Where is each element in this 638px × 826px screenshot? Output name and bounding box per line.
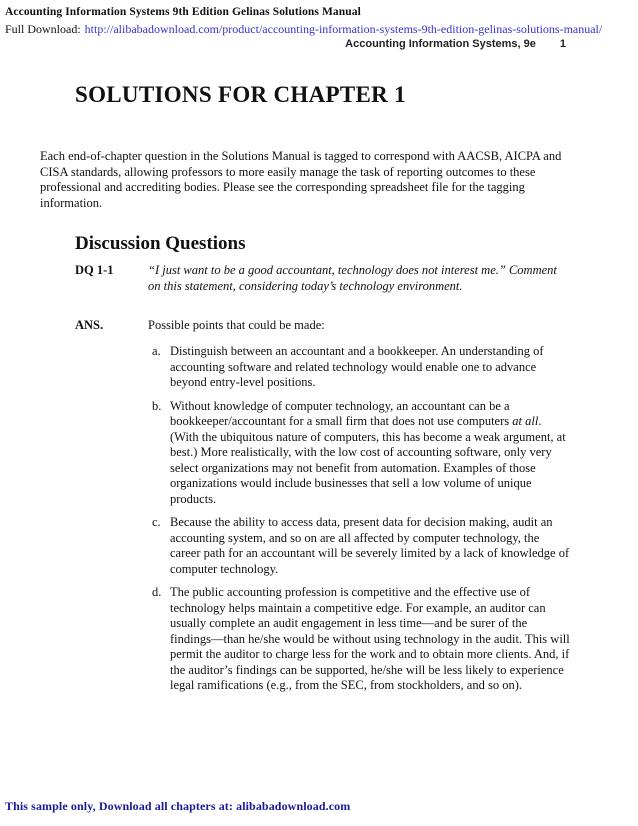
list-item-text: Without knowledge of computer technology, an accountant can be a bookkeeper/accountant for a small firm that does not use computers at all. (With the ubiquitous nature of computers, this has become a weak argument, at best.) More realistically, with the low cost of accounting software, only very select organizations may not benefit from automation. Examples of those organizations would include businesses that sell a low volume of unique products. [170, 398, 566, 506]
list-item-text: Distinguish between an accountant and a bookkeeper. An understanding of accounting software and related technology would enable one to advance beyond entry-level positions. [170, 344, 544, 389]
download-line [5, 22, 602, 37]
list-item-a [152, 344, 572, 391]
list-item-c [152, 515, 572, 577]
running-header [345, 38, 566, 50]
list-item-text: The public accounting profession is competitive and the effective use of technology helps maintain a competitive edge. For example, an auditor can usually complete an audit engagement in less time—and be surer of the findings—than he/she would be without using technology in the audit. This will permit the auditor to charge less for the work and to obtain more clients. And, if the auditor’s findings can be supported, he/she will be less likely to experience legal ramifications (e.g., from the SEC, from stockholders, and so on). [170, 585, 570, 692]
discussion-questions-heading: Discussion Questions [75, 233, 246, 254]
answer-label: ANS. [75, 318, 104, 332]
list-marker: c. [152, 515, 161, 529]
answer-list [152, 344, 572, 702]
list-item-b [152, 399, 572, 508]
list-marker: b. [152, 398, 162, 413]
chapter-title: SOLUTIONS FOR CHAPTER 1 [75, 82, 406, 107]
question-label: DQ 1-1 [75, 263, 114, 277]
intro-paragraph: Each end-of-chapter question in the Solutions Manual is tagged to correspond with AACSB, AICPA and CISA standards, allowing professors to more easily manage the task of reporting outcomes to these professional and accrediting bodies. Please see the corresponding spreadsheet file for the tagging information. [40, 149, 562, 210]
answer-row [75, 318, 565, 334]
list-marker: a. [152, 344, 161, 358]
list-item-text: Because the ability to access data, present data for decision making, audit an accounting system, and so on are all affected by computer technology, the career path for an accountant will be severely limited by a lack of knowledge of computer technology. [170, 515, 570, 576]
answer-lead: Possible points that could be made: [148, 318, 325, 332]
document-header-title: Accounting Information Systems 9th Edition Gelinas Solutions Manual [5, 6, 361, 18]
question-text: “I just want to be a good accountant, technology does not interest me.” Comment on this statement, considering today’s technology environment. [148, 263, 557, 293]
running-title: Accounting Information Systems, 9e [345, 38, 536, 50]
list-marker: d. [152, 585, 162, 599]
page-number: 1 [559, 38, 566, 50]
footer-sample-link[interactable]: This sample only, Download all chapters at: alibabadownload.com [5, 799, 351, 813]
download-prefix-label: Full Download: [5, 22, 81, 36]
question-row [75, 263, 565, 294]
download-link[interactable]: http://alibabadownload.com/product/accounting-information-systems-9th-edition-gelinas-solutions-manual/ [84, 22, 603, 36]
list-item-d [152, 585, 572, 694]
